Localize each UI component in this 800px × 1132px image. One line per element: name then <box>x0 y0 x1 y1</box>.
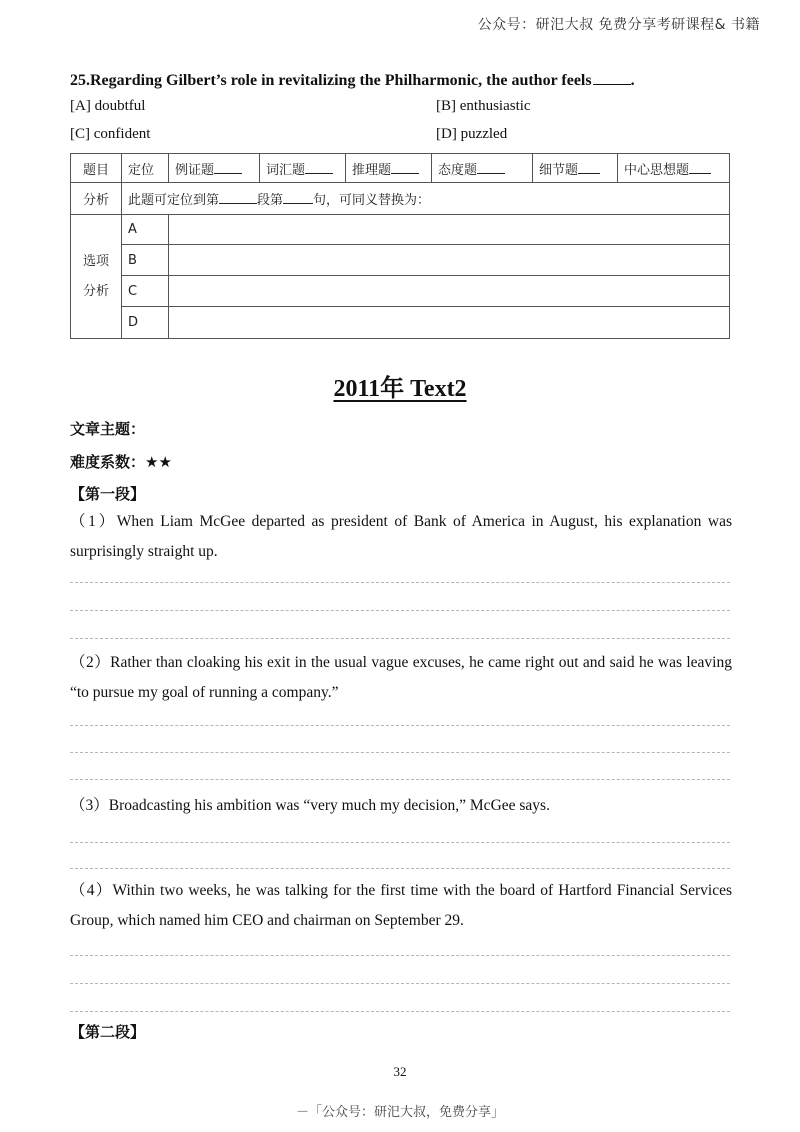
type-example: 例证题 <box>169 154 260 183</box>
type-inference: 推理题 <box>346 154 432 183</box>
row-label-analysis: 分析 <box>71 183 122 215</box>
theme-label: 文章主题： <box>70 420 146 438</box>
difficulty-label: 难度系数：★★ <box>70 453 172 471</box>
note-line <box>70 725 730 726</box>
option-letter-d: D <box>122 307 169 339</box>
option-row-d <box>71 307 730 339</box>
question-25 <box>70 72 635 90</box>
note-line <box>70 752 730 753</box>
note-line <box>70 955 730 956</box>
locate-row <box>71 183 730 215</box>
answer-blank <box>593 72 631 85</box>
page-number: 32 <box>393 1064 407 1079</box>
option-analysis-b[interactable] <box>169 245 730 276</box>
option-analysis-a[interactable] <box>169 215 730 245</box>
option-c: [C] confident <box>70 126 151 142</box>
type-locate: 定位 <box>122 154 169 183</box>
option-row-c <box>71 276 730 307</box>
option-a: [A] doubtful <box>70 98 146 114</box>
sentence-2: （2）Rather than cloaking his exit in the usual vague excuses, he came right out and said he was leaving “to pursue my goal of running a company.” <box>70 654 732 701</box>
type-attitude: 态度题 <box>432 154 533 183</box>
header-note: 公众号：研汜大叔 免费分享考研课程& 书籍 <box>477 17 760 33</box>
note-line <box>70 1011 730 1012</box>
note-line <box>70 638 730 639</box>
note-line <box>70 610 730 611</box>
option-row-a <box>71 215 730 245</box>
analysis-table <box>70 153 730 339</box>
type-main-idea: 中心思想题 <box>618 154 730 183</box>
note-line <box>70 868 730 869</box>
sentence-1: （1）When Liam McGee departed as president of Bank of America in August, his explanation was surprisingly straight up. <box>70 513 732 560</box>
question-type-row <box>71 154 730 183</box>
note-line <box>70 842 730 843</box>
option-letter-c: C <box>122 276 169 307</box>
note-line <box>70 983 730 984</box>
locate-sentence: 此题可定位到第 段第 句，可同义替换为： <box>122 183 730 215</box>
option-b: [B] enthusiastic <box>436 98 531 114</box>
footer-note: －「公众号：研汜大叔，免费分享」 <box>295 1105 504 1120</box>
note-line <box>70 779 730 780</box>
question-end: . <box>630 72 635 89</box>
sentence-4: （4）Within two weeks, he was talking for the first time with the board of Hartford Financial Services Group, which named him CEO and chairman on September 29. <box>70 882 732 929</box>
option-analysis-d[interactable] <box>169 307 730 339</box>
option-analysis-c[interactable] <box>169 276 730 307</box>
option-d: [D] puzzled <box>436 126 508 142</box>
type-detail: 细节题 <box>533 154 618 183</box>
row-label-topic: 题目 <box>71 154 122 183</box>
note-line <box>70 582 730 583</box>
text-title: 2011年 Text2 <box>333 376 467 402</box>
option-letter-b: B <box>122 245 169 276</box>
question-text: 25.Regarding Gilbert’s role in revitalizing the Philharmonic, the author feels <box>70 72 592 89</box>
option-letter-a: A <box>122 215 169 245</box>
option-row-b <box>71 245 730 276</box>
type-vocabulary: 词汇题 <box>260 154 346 183</box>
options-analysis-label: 选项 分析 <box>71 215 122 339</box>
section-heading-2: 【第二段】 <box>70 1023 146 1041</box>
sentence-3: （3）Broadcasting his ambition was “very much my decision,” McGee says. <box>70 797 550 814</box>
section-heading-1: 【第一段】 <box>70 485 146 503</box>
